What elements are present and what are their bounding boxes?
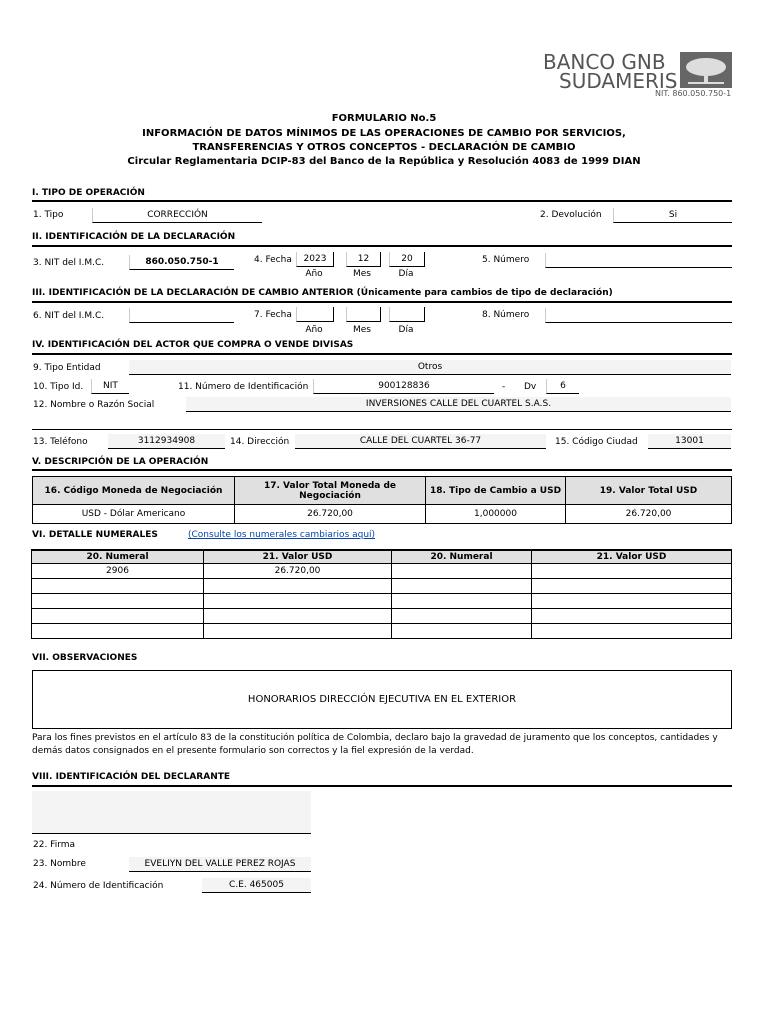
fecha-anterior-dia-field[interactable] — [389, 307, 425, 322]
num-cell — [532, 593, 732, 608]
section-8-rule — [32, 785, 732, 787]
logo-text-line2: SUDAMERIS — [559, 69, 678, 93]
logo-text-line1: BANCO GNB — [543, 50, 666, 74]
table-row — [32, 563, 732, 578]
num-cell — [392, 593, 532, 608]
tipo-entidad-field[interactable]: Otros — [129, 360, 731, 375]
nit-anterior-label: 6. NIT del I.M.C. — [33, 311, 105, 321]
table-row — [32, 578, 732, 593]
section-3-heading: III. IDENTIFICACIÓN DE LA DECLARACIÓN DE CAMBIO ANTERIOR (Únicamente para cambios de tipo de declaración) — [32, 288, 613, 298]
legal-text-1: Para los fines previstos en el artículo 83 de la constitución política de Colombia, declaro bajo la gravedad de juramento que los conceptos, cantidades y — [32, 733, 718, 743]
num-cell — [392, 608, 532, 623]
section-1-heading: I. TIPO DE OPERACIÓN — [32, 188, 145, 198]
bank-logo — [543, 50, 735, 100]
op-header-valor-usd: 19. Valor Total USD — [566, 477, 732, 505]
logo-nit: NIT. 860.050.750-1 — [655, 89, 732, 98]
num-cell — [32, 593, 204, 608]
num-cell — [32, 578, 204, 593]
tree-icon — [680, 52, 732, 88]
form-subtitle-3: Circular Reglamentaria DCIP-83 del Banco de la República y Resolución 4083 de 1999 DIAN — [127, 156, 641, 167]
section-4-heading: IV. IDENTIFICACIÓN DEL ACTOR QUE COMPRA O VENDE DIVISAS — [32, 340, 354, 350]
form-subtitle-2: TRANSFERENCIAS Y OTROS CONCEPTOS - DECLARACIÓN DE CAMBIO — [192, 142, 576, 153]
num-cell — [204, 578, 392, 593]
telefono-label: 13. Teléfono — [33, 437, 88, 447]
num-cell — [532, 608, 732, 623]
nit-imc-field[interactable]: 860.050.750-1 — [129, 255, 234, 270]
num-cell — [532, 623, 732, 638]
numero-field[interactable] — [545, 253, 732, 268]
numero-id-declarante-label: 24. Número de Identificación — [33, 881, 164, 891]
tipo-label: 1. Tipo — [33, 210, 64, 220]
fecha-anio-field[interactable]: 2023 — [296, 252, 334, 267]
fecha-dia-field[interactable]: 20 — [389, 252, 425, 267]
numero-identificacion-label: 11. Número de Identificación — [178, 382, 309, 392]
firma-label: 22. Firma — [33, 840, 76, 850]
fecha-label: 4. Fecha — [254, 255, 292, 265]
fecha-anterior-anio-field[interactable] — [296, 307, 334, 322]
anio-caption: Año — [305, 269, 323, 279]
dv-label: Dv — [524, 382, 537, 392]
dv-field[interactable]: 6 — [546, 379, 579, 394]
numero-identificacion-field[interactable]: 900128836 — [313, 379, 494, 394]
operation-table — [32, 476, 732, 524]
op-cell-moneda: USD - Dólar Americano — [33, 505, 235, 524]
num-cell: 26.720,00 — [204, 563, 392, 578]
num-cell — [392, 563, 532, 578]
num-cell — [392, 623, 532, 638]
op-cell-valor-usd: 26.720,00 — [566, 505, 732, 524]
section-2-rule — [32, 245, 732, 247]
mes-caption-anterior: Mes — [353, 325, 371, 335]
num-header-numeral-1: 20. Numeral — [32, 550, 204, 563]
tipo-entidad-label: 9. Tipo Entidad — [33, 363, 101, 373]
num-cell — [32, 623, 204, 638]
num-cell — [392, 578, 532, 593]
observaciones-box[interactable] — [32, 670, 732, 729]
direccion-label: 14. Dirección — [230, 437, 290, 447]
num-cell: 2906 — [32, 563, 204, 578]
num-cell — [204, 593, 392, 608]
num-cell — [204, 608, 392, 623]
section-5-rule — [32, 469, 732, 471]
anio-caption-anterior: Año — [305, 325, 323, 335]
op-header-moneda: 16. Código Moneda de Negociación — [33, 477, 235, 505]
num-cell — [532, 578, 732, 593]
nombre-label: 23. Nombre — [33, 859, 86, 869]
section-2-heading: II. IDENTIFICACIÓN DE LA DECLARACIÓN — [32, 232, 236, 242]
fecha-anterior-mes-field[interactable] — [346, 307, 381, 322]
tipo-id-field[interactable]: NIT — [91, 379, 129, 394]
razon-social-field[interactable]: INVERSIONES CALLE DEL CUARTEL S.A.S. — [186, 397, 731, 412]
section-5-heading: V. DESCRIPCIÓN DE LA OPERACIÓN — [32, 457, 209, 467]
observaciones-text: HONORARIOS DIRECCIÓN EJECUTIVA EN EL EXTERIOR — [247, 694, 517, 705]
codigo-ciudad-field[interactable]: 13001 — [648, 434, 731, 449]
table-row — [32, 608, 732, 623]
numero-id-declarante-field[interactable]: C.E. 465005 — [202, 878, 311, 893]
section-8-heading: VIII. IDENTIFICACIÓN DEL DECLARANTE — [32, 772, 231, 782]
direccion-field[interactable]: CALLE DEL CUARTEL 36-77 — [295, 434, 546, 449]
form-subtitle-1: INFORMACIÓN DE DATOS MÍNIMOS DE LAS OPERACIONES DE CAMBIO POR SERVICIOS, — [142, 128, 626, 139]
section-7-heading: VII. OBSERVACIONES — [32, 653, 138, 663]
devolucion-field[interactable]: Si — [613, 208, 732, 223]
tipo-field[interactable]: CORRECCIÓN — [92, 208, 262, 223]
op-cell-valor-moneda: 26.720,00 — [235, 505, 426, 524]
section-4-rule — [32, 353, 732, 355]
section-6-heading: VI. DETALLE NUMERALES — [32, 530, 158, 540]
razon-social-label: 12. Nombre o Razón Social — [33, 400, 155, 410]
numero-anterior-field[interactable] — [545, 308, 732, 323]
table-row — [32, 623, 732, 638]
op-cell-tipo-cambio: 1,000000 — [426, 505, 566, 524]
num-header-valor-2: 21. Valor USD — [532, 550, 732, 563]
table-row — [32, 593, 732, 608]
signature-box[interactable] — [32, 791, 311, 834]
numero-anterior-label: 8. Número — [482, 310, 530, 320]
razon-social-extra-line — [32, 429, 732, 430]
op-header-tipo-cambio: 18. Tipo de Cambio a USD — [426, 477, 566, 505]
section-3-rule — [32, 301, 732, 303]
dv-dash: - — [502, 382, 506, 392]
fecha-anterior-label: 7. Fecha — [254, 310, 292, 320]
nit-imc-label: 3. NIT del I.M.C. — [33, 258, 105, 268]
section-1-rule — [32, 200, 732, 202]
dia-caption: Día — [398, 269, 414, 279]
nombre-field[interactable]: EVELIYN DEL VALLE PEREZ ROJAS — [129, 857, 311, 872]
mes-caption: Mes — [353, 269, 371, 279]
num-header-numeral-2: 20. Numeral — [392, 550, 532, 563]
op-header-valor-moneda: 17. Valor Total Moneda de Negociación — [235, 477, 426, 505]
form-title: FORMULARIO No.5 — [331, 113, 437, 124]
num-cell — [204, 623, 392, 638]
numerales-table — [31, 549, 732, 639]
num-cell — [32, 608, 204, 623]
nit-anterior-field[interactable] — [129, 308, 234, 323]
codigo-ciudad-label: 15. Código Ciudad — [555, 437, 638, 447]
tipo-id-label: 10. Tipo Id. — [33, 382, 84, 392]
dia-caption-anterior: Día — [398, 325, 414, 335]
numero-label: 5. Número — [482, 255, 530, 265]
telefono-field[interactable]: 3112934908 — [108, 434, 225, 449]
num-header-valor-1: 21. Valor USD — [204, 550, 392, 563]
num-cell — [532, 563, 732, 578]
fecha-mes-field[interactable]: 12 — [346, 252, 381, 267]
table-row — [33, 505, 732, 524]
numerales-link[interactable]: (Consulte los numerales cambiarios aquí) — [188, 530, 376, 540]
legal-text-2: demás datos consignados en el presente formulario son correctos y la fiel expresión de la verdad. — [32, 746, 474, 756]
devolucion-label: 2. Devolución — [540, 210, 602, 220]
